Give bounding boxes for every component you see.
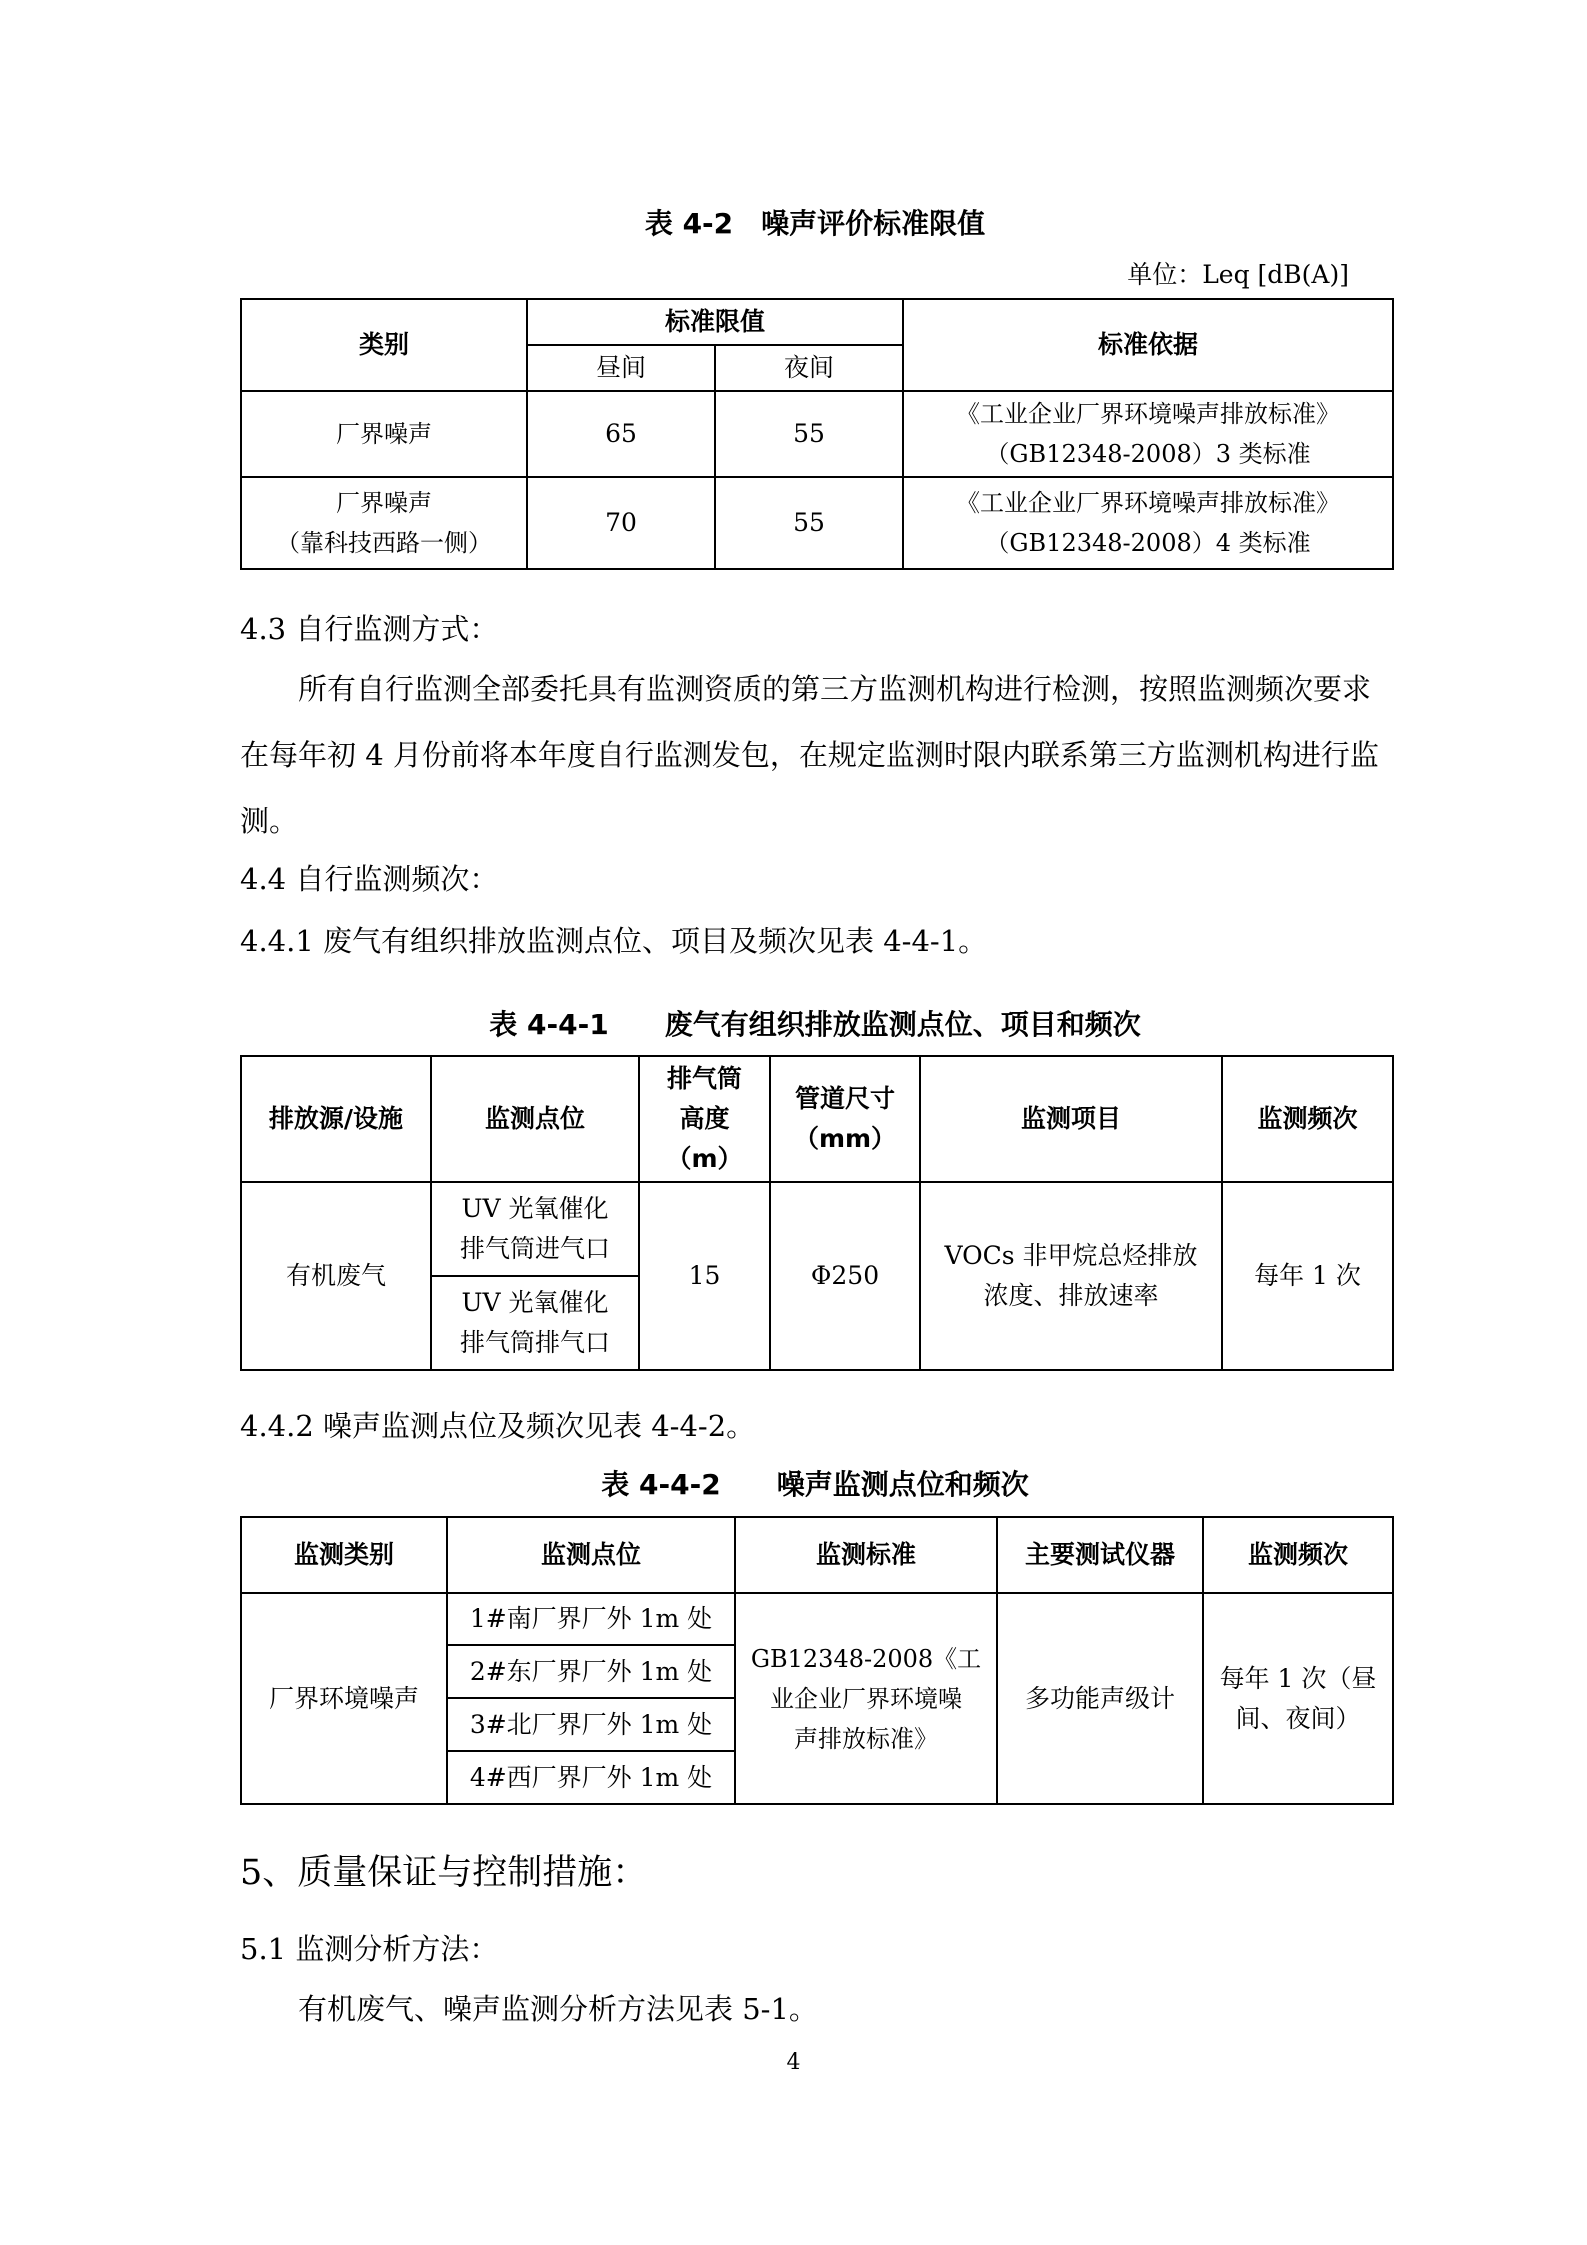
category-line: 厂界噪声 — [336, 489, 432, 517]
point-line: UV 光氧催化 — [461, 1194, 609, 1223]
section-4-3-body: 所有自行监测全部委托具有监测资质的第三方监测机构进行检测，按照监测频次要求在每年初 4 月份前将本年度自行监测发包，在规定监测时限内联系第三方监测机构进行监测。 — [240, 672, 1379, 838]
point-line: 排气筒排气口 — [459, 1328, 610, 1357]
category-cell — [241, 477, 527, 569]
header-day: 昼间 — [527, 345, 715, 391]
header-night: 夜间 — [715, 345, 903, 391]
standard-cell — [735, 1593, 997, 1804]
point-cell: 2#东厂界厂外 1m 处 — [447, 1645, 735, 1698]
basis-cell — [903, 477, 1393, 569]
header-line: 排气筒 — [666, 1064, 742, 1093]
frequency-cell: 每年 1 次 — [1222, 1182, 1393, 1370]
standard-line: GB12348-2008《工 — [750, 1644, 982, 1673]
header-standard: 监测标准 — [735, 1517, 997, 1593]
header-basis: 标准依据 — [903, 299, 1393, 391]
table-row — [241, 477, 1393, 569]
header-limit: 标准限值 — [527, 299, 903, 345]
source-cell: 有机废气 — [241, 1182, 431, 1370]
frequency-line: 每年 1 次（昼 — [1219, 1663, 1377, 1693]
section-5-1-body: 有机废气、噪声监测分析方法见表 5-1。 — [298, 1992, 818, 2026]
item-line: VOCs 非甲烷总烃排放 — [944, 1241, 1198, 1270]
frequency-line: 间、夜间） — [1235, 1703, 1361, 1733]
point-line: UV 光氧催化 — [461, 1288, 609, 1317]
day-limit-cell: 65 — [527, 391, 715, 477]
point-cell — [431, 1182, 639, 1276]
table-4-4-1-caption: 表 4-4-1 废气有组织排放监测点位、项目和频次 — [489, 1008, 1141, 1041]
category-line: （靠科技西路一侧） — [276, 529, 492, 557]
header-line: （mm） — [793, 1124, 897, 1153]
standard-line: 业企业厂界环境噪 — [770, 1684, 962, 1713]
header-item: 监测项目 — [920, 1056, 1222, 1182]
basis-line: 《工业企业厂界环境噪声排放标准》 — [956, 400, 1341, 428]
header-source: 排放源/设施 — [241, 1056, 431, 1182]
section-4-4-1-heading: 4.4.1 废气有组织排放监测点位、项目及频次见表 4-4-1。 — [240, 924, 988, 958]
standard-line: 声排放标准》 — [794, 1724, 938, 1753]
night-limit-cell: 55 — [715, 391, 903, 477]
table-row — [241, 391, 1393, 477]
basis-cell — [903, 391, 1393, 477]
section-4-3-heading: 4.3 自行监测方式： — [240, 612, 499, 646]
instrument-cell: 多功能声级计 — [997, 1593, 1203, 1804]
category-cell: 厂界噪声 — [241, 391, 527, 477]
section-4-4-heading: 4.4 自行监测频次： — [240, 862, 499, 896]
night-limit-cell: 55 — [715, 477, 903, 569]
pipe-cell: Φ250 — [770, 1182, 920, 1370]
frequency-cell — [1203, 1593, 1393, 1804]
height-cell: 15 — [639, 1182, 770, 1370]
table-4-4-2-caption: 表 4-4-2 噪声监测点位和频次 — [601, 1468, 1029, 1501]
header-type: 监测类别 — [241, 1517, 447, 1593]
header-line: （m） — [666, 1144, 743, 1173]
header-pipe — [770, 1056, 920, 1182]
type-cell: 厂界环境噪声 — [241, 1593, 447, 1804]
header-frequency: 监测频次 — [1203, 1517, 1393, 1593]
section-5-1-heading: 5.1 监测分析方法： — [240, 1932, 499, 1966]
table-row — [241, 1182, 1393, 1276]
basis-line: （GB12348-2008）4 类标准 — [985, 529, 1311, 557]
header-instrument: 主要测试仪器 — [997, 1517, 1203, 1593]
item-cell — [920, 1182, 1222, 1370]
basis-line: （GB12348-2008）3 类标准 — [985, 440, 1311, 468]
table-4-2-unit: 单位：Leq [dB(A)] — [1127, 260, 1349, 289]
point-cell — [431, 1276, 639, 1370]
day-limit-cell: 70 — [527, 477, 715, 569]
point-cell: 4#西厂界厂外 1m 处 — [447, 1751, 735, 1804]
point-cell: 1#南厂界厂外 1m 处 — [447, 1593, 735, 1645]
basis-line: 《工业企业厂界环境噪声排放标准》 — [956, 489, 1341, 517]
header-point: 监测点位 — [447, 1517, 735, 1593]
header-category: 类别 — [241, 299, 527, 391]
item-line: 浓度、排放速率 — [983, 1281, 1159, 1310]
point-cell: 3#北厂界厂外 1m 处 — [447, 1698, 735, 1751]
noise-standard-table — [240, 298, 1394, 570]
header-height — [639, 1056, 770, 1182]
exhaust-monitoring-table — [240, 1055, 1394, 1371]
table-4-2-caption: 表 4-2 噪声评价标准限值 — [644, 207, 986, 240]
noise-monitoring-table — [240, 1516, 1394, 1805]
header-point: 监测点位 — [431, 1056, 639, 1182]
header-frequency: 监测频次 — [1222, 1056, 1393, 1182]
page-number: 4 — [786, 2050, 801, 2075]
point-line: 排气筒进气口 — [459, 1234, 610, 1263]
section-5-heading: 5、质量保证与控制措施： — [240, 1853, 648, 1893]
table-row — [241, 1593, 1393, 1645]
header-line: 高度 — [679, 1104, 730, 1133]
header-line: 管道尺寸 — [794, 1084, 895, 1113]
section-4-4-2-heading: 4.4.2 噪声监测点位及频次见表 4-4-2。 — [240, 1409, 756, 1443]
